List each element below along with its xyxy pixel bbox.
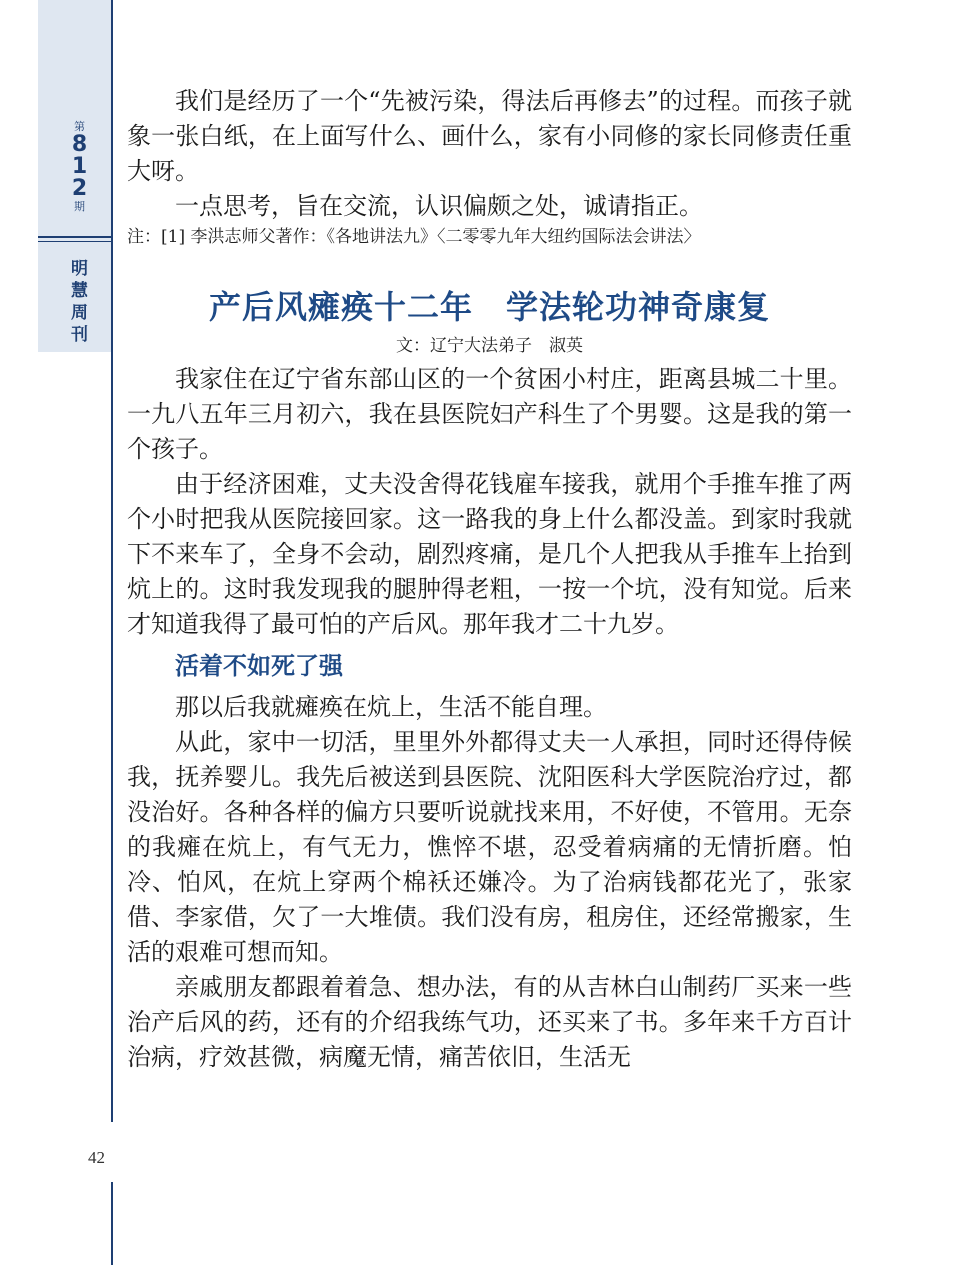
page-number: 42 xyxy=(88,1148,105,1167)
body-paragraph: 我家住在辽宁省东部山区的一个贫困小村庄，距离县城二十里。一九八五年三月初六，我在县医院妇产科生了个男婴。这是我的第一个孩子。 xyxy=(127,365,852,463)
body-paragraph: 一点思考，旨在交流，认识偏颇之处，诚请指正。 xyxy=(175,192,703,220)
section-heading: 活着不如死了强 xyxy=(175,652,343,680)
issue-digit-3: 2 xyxy=(71,176,88,201)
article-title: 产后风瘫痪十二年 学法轮功神奇康复 xyxy=(208,288,770,326)
issue-suffix: 期 xyxy=(74,200,85,213)
issue-number xyxy=(38,120,111,240)
brand-char: 明 xyxy=(71,259,88,279)
brand-char: 刊 xyxy=(71,325,88,345)
body-paragraph: 亲戚朋友都跟着着急、想办法，有的从吉林白山制药厂买来一些治产后风的药，还有的介绍我练气功，还买来了书。多年来千方百计治病，疗效甚微，病魔无情，痛苦依旧，生活无 xyxy=(127,973,852,1071)
publication-name xyxy=(38,258,111,346)
issue-digit-1: 8 xyxy=(71,132,88,157)
brand-char: 慧 xyxy=(71,281,88,301)
body-paragraph: 由于经济困难，丈夫没舍得花钱雇车接我，就用个手推车推了两个小时把我从医院接回家。这一路我的身上什么都没盖。到家时我就下不来车了，全身不会动，剧烈疼痛，是几个人把我从手推车上抬到炕上的。这时我发现我的腿肿得老粗，一按一个坑，没有知觉。后来才知道我得了最可怕的产后风。那年我才二十九岁。 xyxy=(127,470,852,638)
page-content xyxy=(127,84,852,1075)
body-paragraph: 从此，家中一切活，里里外外都得丈夫一人承担，同时还得侍候我，抚养婴儿。我先后被送到县医院、沈阳医科大学医院治疗过，都没治好。各种各样的偏方只要听说就找来用，不好使，不管用。无奈的我瘫在炕上，有气无力，憔悴不堪，忍受着病痛的无情折磨。怕冷、怕风，在炕上穿两个棉袄还嫌冷。为了治病钱都花光了，张家借、李家借，欠了一大堆债。我们没有房，租房住，还经常搬家，生活的艰难可想而知。 xyxy=(127,728,852,966)
issue-digit-2: 1 xyxy=(71,154,88,179)
margin-rule-bottom xyxy=(111,1182,113,1265)
article-author: 文：辽宁大法弟子 淑英 xyxy=(396,336,583,356)
sidebar-divider-thin xyxy=(38,241,111,242)
issue-prefix: 第 xyxy=(74,120,85,133)
body-paragraph: 那以后我就瘫痪在炕上，生活不能自理。 xyxy=(175,693,607,721)
body-paragraph: 我们是经历了一个“先被污染，得法后再修去”的过程。而孩子就象一张白纸，在上面写什么、画什么，家有小同修的家长同修责任重大呀。 xyxy=(127,87,852,185)
footnote: 注：[1] 李洪志师父著作：《各地讲法九》〈二零零九年大纽约国际法会讲法〉 xyxy=(127,227,701,247)
brand-char: 周 xyxy=(71,303,88,323)
margin-rule-top xyxy=(111,0,113,1122)
sidebar-divider xyxy=(38,236,111,238)
